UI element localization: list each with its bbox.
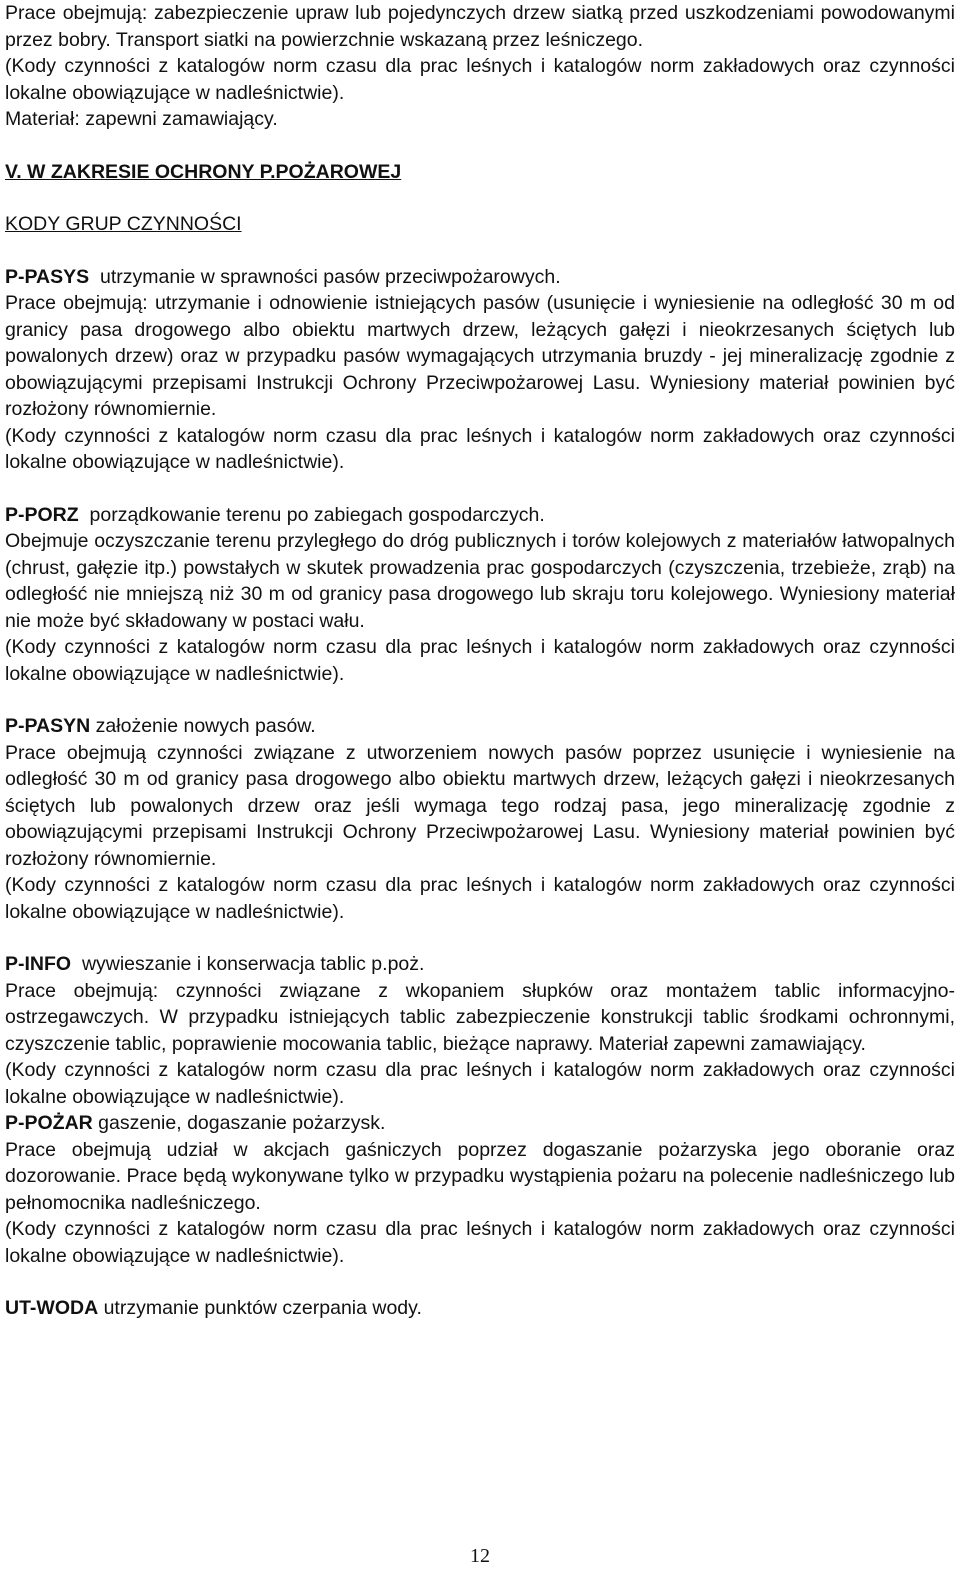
entry-body: Prace obejmują czynności związane z utworzeniem nowych pasów poprzez usunięcie i wyniesienie na odległość 30 m od granicy pasa drogowego albo obiektu martwych drzew, leżących gałęzi i nieokrzesanych ściętych lub powalonych drzew oraz jeśli wymaga tego rodzaj pasa, jego mineralizację zgodnie z obowiązującymi przepisami Instrukcji Ochrony Przeciwpożarowej Lasu. Wyniesiony materiał powinien być rozłożony równomiernie. — [5, 741, 955, 870]
entry-title-text: porządkowanie terenu po zabiegach gospodarczych. — [89, 503, 545, 526]
entry-title-p-pasyn — [5, 713, 955, 740]
entry-title-text: gaszenie, dogaszanie pożarzysk. — [98, 1112, 386, 1134]
entry-code: P-PASYS — [5, 265, 90, 288]
entry-title-p-pozar — [5, 1110, 955, 1137]
entry-body: Prace obejmują: utrzymanie i odnowienie istniejących pasów (usunięcie i wyniesienie na odległość 30 m od granicy pasa drogowego albo obiektu martwych drzew, leżących gałęzi i nieokrzesanych ściętych lub powalonych drzew) oraz w przypadku pasów wymagających utrzymania bruzdy - jej mineralizację zgodnie z obowiązującymi przepisami Instrukcji Ochrony Przeciwpożarowej Lasu. Wyniesiony materiał powinien być rozłożony równomiernie. — [5, 292, 955, 420]
entry-title-text: założenie nowych pasów. — [95, 715, 316, 737]
entry-title-text: utrzymanie w sprawności pasów przeciwpożarowych. — [100, 265, 561, 288]
entry-code: P-PORZ — [5, 503, 79, 526]
intro-kody-note: (Kody czynności z katalogów norm czasu dla prac leśnych i katalogów norm zakładowych oraz czynności lokalne obowiązujące w nadleśnictwie). — [5, 55, 955, 104]
entry-kody-note: (Kody czynności z katalogów norm czasu dla prac leśnych i katalogów norm zakładowych oraz czynności lokalne obowiązujące w nadleśnictwie). — [5, 636, 955, 685]
entry-title-p-pasys — [5, 264, 955, 291]
entry-body: Prace obejmują: czynności związane z wkopaniem słupków oraz montażem tablic informacyjno- ostrzegawczych. W przypadku istniejących tablic zabezpieczenie konstrukcji tablic środkami ochronnymi, czyszczenie tablic, poprawienie mocowania tablic, bieżące naprawy. Materiał zapewni zamawiający. — [5, 979, 955, 1055]
kody-grup-heading: KODY GRUP CZYNNOŚCI — [5, 213, 242, 235]
entry-code: UT-WODA — [5, 1297, 99, 1319]
document-page — [5, 0, 955, 1322]
entry-body: Obejmuje oczyszczanie terenu przyległego do dróg publicznych i torów kolejowych z materiałów łatwopalnych (chrust, gałęzie itp.) powstałych w skutek prowadzenia prac gospodarczych (czyszczenia, trzebieże, zrąb) na odległość nie mniejszą niż 30 m od granicy pasa drogowego lub skraju toru kolejowego. Wyniesiony materiał nie może być składowany w postaci wału. — [5, 530, 955, 632]
entry-body: Prace obejmują udział w akcjach gaśniczych poprzez dogaszanie pożarzyska jego oboranie oraz dozorowanie. Prace będą wykonywane tylko w przypadku wystąpienia pożaru na polecenie nadleśniczego lub pełnomocnika nadleśniczego. — [5, 1138, 955, 1214]
entry-kody-note: (Kody czynności z katalogów norm czasu dla prac leśnych i katalogów norm zakładowych oraz czynności lokalne obowiązujące w nadleśnictwie). — [5, 874, 955, 923]
intro-material-note: Materiał: zapewni zamawiający. — [5, 108, 278, 130]
entry-title-text: wywieszanie i konserwacja tablic p.poż. — [81, 953, 425, 975]
entry-title-text: utrzymanie punktów czerpania wody. — [103, 1297, 422, 1319]
entry-kody-note: (Kody czynności z katalogów norm czasu dla prac leśnych i katalogów norm zakładowych oraz czynności lokalne obowiązujące w nadleśnictwie). — [5, 424, 955, 473]
entry-title-ut-woda — [5, 1295, 955, 1322]
intro-text: Prace obejmują: zabezpieczenie upraw lub pojedynczych drzew siatką przed uszkodzeniami powodowanymi przez bobry. Transport siatki na powierzchnie wskazaną przez leśniczego. — [5, 2, 955, 51]
entry-kody-note: (Kody czynności z katalogów norm czasu dla prac leśnych i katalogów norm zakładowych oraz czynności lokalne obowiązujące w nadleśnictwie). — [5, 1218, 955, 1267]
section-heading: V. W ZAKRESIE OCHRONY P.POŻAROWEJ — [5, 160, 402, 183]
entry-code: P-INFO — [5, 953, 72, 975]
entry-title-p-info — [5, 951, 955, 978]
entry-kody-note: (Kody czynności z katalogów norm czasu dla prac leśnych i katalogów norm zakładowych oraz czynności lokalne obowiązujące w nadleśnictwie). — [5, 1059, 955, 1108]
entry-title-p-porz — [5, 502, 955, 529]
page-number: 12 — [470, 1545, 490, 1567]
entry-code: P-POŻAR — [5, 1112, 93, 1134]
entry-code: P-PASYN — [5, 715, 91, 737]
